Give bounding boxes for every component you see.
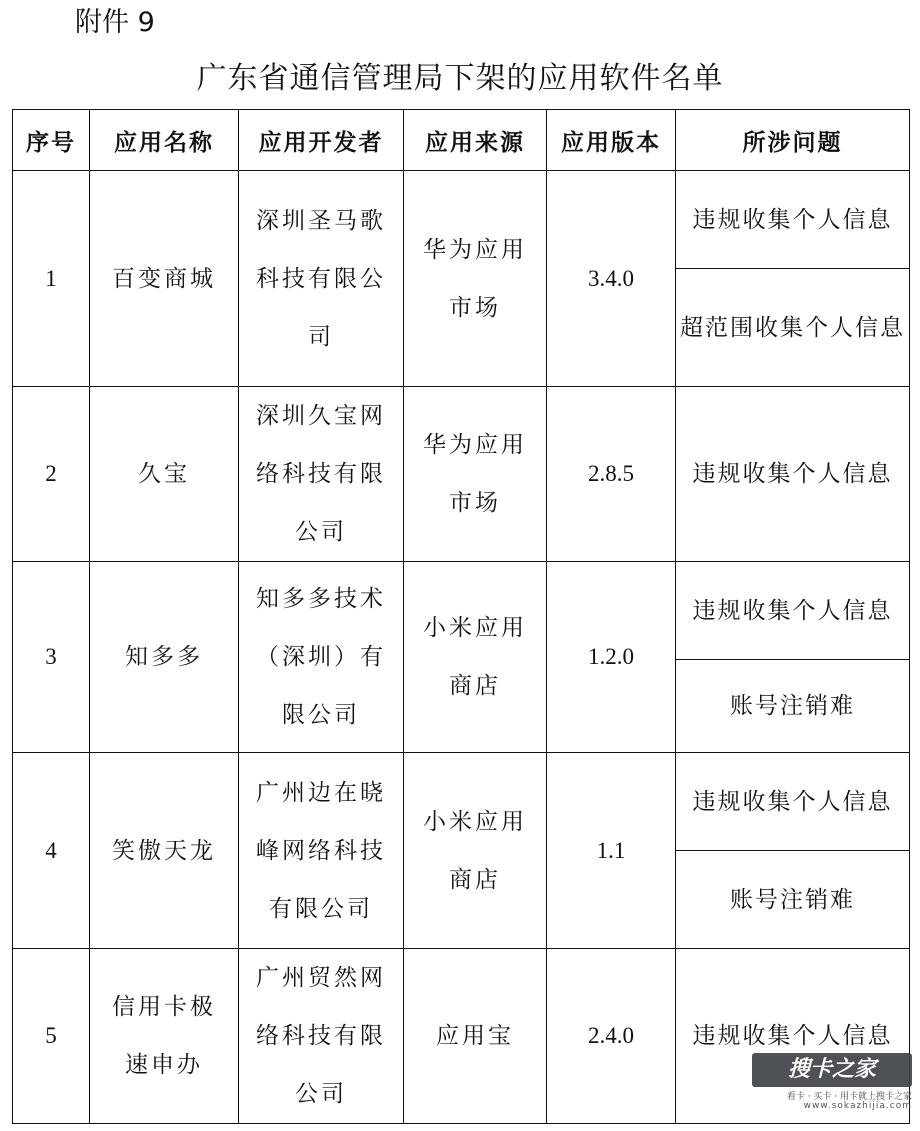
table-row — [13, 387, 910, 562]
header-no: 序号 — [13, 110, 90, 171]
app-source: 华为应用市场 — [404, 387, 547, 562]
app-version: 2.8.5 — [547, 387, 676, 562]
app-name: 信用卡极速申办 — [90, 949, 239, 1124]
watermark-tagline: 看卡 · 买卡 · 用卡就上搜卡之家 — [786, 1092, 912, 1102]
header-version: 应用版本 — [547, 110, 676, 171]
app-developer: 深圳久宝网络科技有限公司 — [239, 387, 404, 562]
app-developer: 深圳圣马歌科技有限公司 — [239, 171, 404, 387]
watermark-url: www.sokazhijia.com — [803, 1101, 912, 1111]
table-row — [13, 753, 910, 851]
issue: 违规收集个人信息 — [676, 753, 910, 851]
table-row — [13, 171, 910, 269]
table-row — [13, 562, 910, 660]
issue: 违规收集个人信息 — [676, 562, 910, 660]
app-source: 华为应用市场 — [404, 171, 547, 387]
header-issues: 所涉问题 — [676, 110, 910, 171]
watermark-logo — [752, 1053, 912, 1111]
row-no: 2 — [13, 387, 90, 562]
app-source: 小米应用商店 — [404, 562, 547, 753]
app-version: 3.4.0 — [547, 171, 676, 387]
document-title: 广东省通信管理局下架的应用软件名单 — [196, 61, 724, 96]
watermark-logo-text: 搜卡之家 — [752, 1053, 912, 1087]
app-list-table — [12, 109, 910, 1124]
app-version: 1.2.0 — [547, 562, 676, 753]
app-source: 小米应用商店 — [404, 753, 547, 949]
row-no: 3 — [13, 562, 90, 753]
header-source: 应用来源 — [404, 110, 547, 171]
attachment-label: 附件 9 — [75, 7, 155, 38]
row-no: 4 — [13, 753, 90, 949]
app-source: 应用宝 — [404, 949, 547, 1124]
row-no: 5 — [13, 949, 90, 1124]
app-version: 2.4.0 — [547, 949, 676, 1124]
app-developer: 广州贸然网络科技有限公司 — [239, 949, 404, 1124]
issue: 账号注销难 — [676, 851, 910, 949]
table-header-row — [13, 110, 910, 171]
header-developer: 应用开发者 — [239, 110, 404, 171]
app-developer: 广州边在晓峰网络科技有限公司 — [239, 753, 404, 949]
issue: 违规收集个人信息 — [676, 949, 910, 1124]
row-no: 1 — [13, 171, 90, 387]
issue: 超范围收集个人信息 — [676, 269, 910, 387]
app-developer: 知多多技术（深圳）有限公司 — [239, 562, 404, 753]
issue: 违规收集个人信息 — [676, 171, 910, 269]
header-app-name: 应用名称 — [90, 110, 239, 171]
app-version: 1.1 — [547, 753, 676, 949]
app-name: 知多多 — [90, 562, 239, 753]
issue: 违规收集个人信息 — [676, 387, 910, 562]
app-name: 笑傲天龙 — [90, 753, 239, 949]
app-name: 百变商城 — [90, 171, 239, 387]
app-name: 久宝 — [90, 387, 239, 562]
issue: 账号注销难 — [676, 660, 910, 753]
